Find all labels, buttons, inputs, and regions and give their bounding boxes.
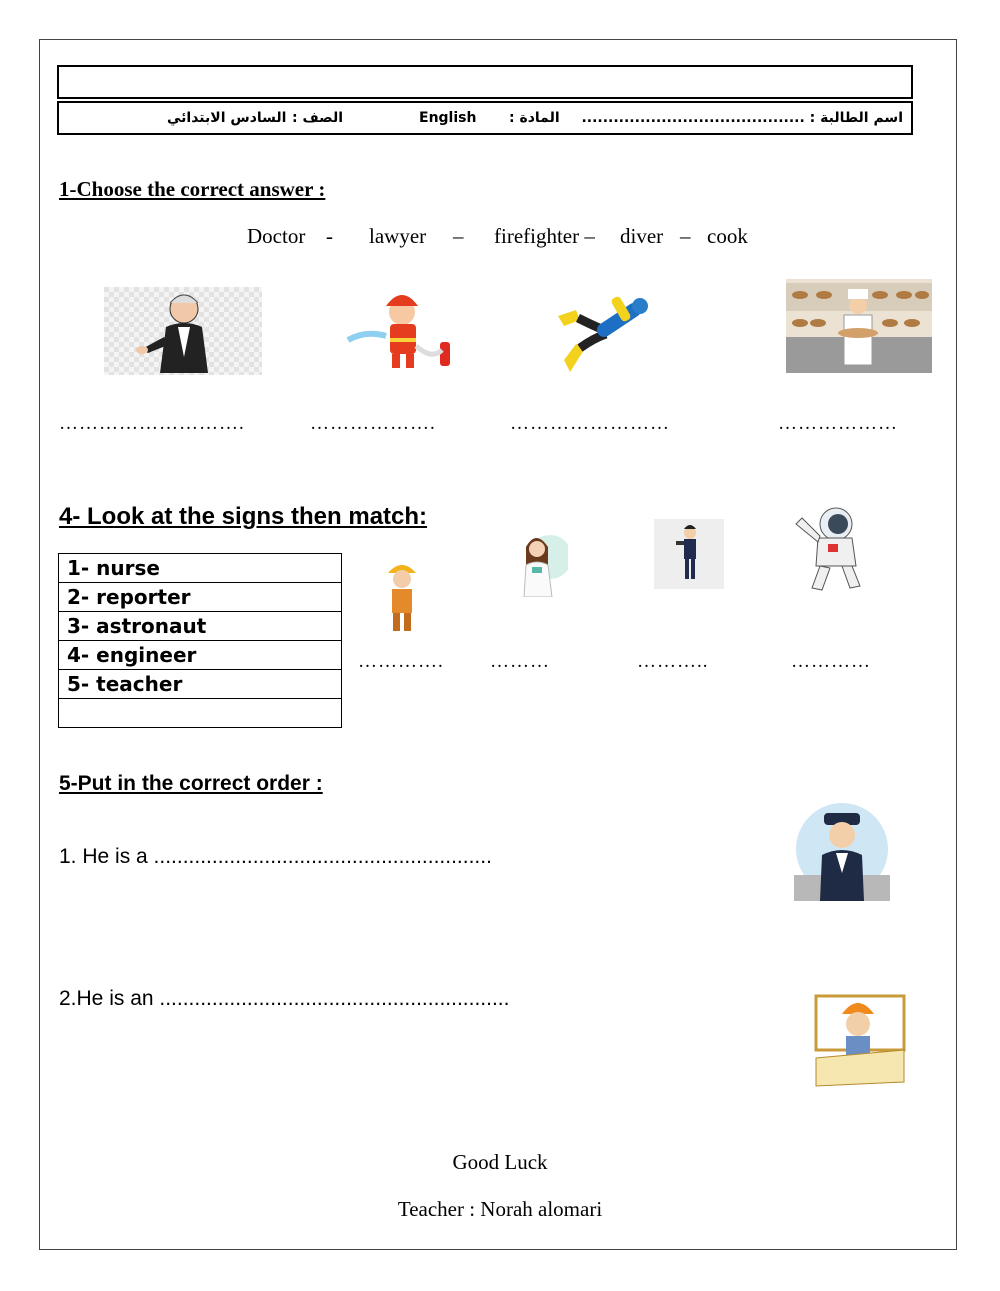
subject-label: المادة : <box>509 110 560 126</box>
word-diver: diver <box>620 224 664 248</box>
reporter-icon <box>654 519 724 589</box>
header-info-row <box>57 101 913 135</box>
class-value: السادس الابتدائي <box>167 110 287 126</box>
answer-blank: ……… <box>490 651 550 672</box>
answer-blank: ……………… <box>778 413 898 434</box>
subject-value: English <box>419 110 477 126</box>
closing-text: Good Luck <box>452 1150 548 1174</box>
word-separator: – <box>680 224 691 248</box>
match-item: 5- teacher <box>59 670 342 699</box>
match-item: 1- nurse <box>59 554 342 583</box>
answer-blank: …………. <box>358 651 444 672</box>
section5-title: 5-Put in the correct order : <box>59 772 323 795</box>
word-lawyer: lawyer <box>369 224 427 248</box>
answer-blank: …………………… <box>510 413 670 434</box>
teacher-name: Teacher : Norah alomari <box>397 1197 603 1221</box>
engineer-icon <box>812 992 908 1088</box>
class-label: الصف : <box>292 110 343 126</box>
word-separator: - <box>326 224 333 248</box>
pilot-icon <box>794 803 890 901</box>
word-doctor: Doctor <box>247 224 306 248</box>
diver-icon <box>554 280 658 380</box>
match-item: 3- astronaut <box>59 612 342 641</box>
section4-title: 4- Look at the signs then match: <box>59 503 428 530</box>
answer-blank: ………… <box>791 651 871 672</box>
lawyer-icon <box>104 287 262 375</box>
cook-icon <box>786 279 932 373</box>
header-blank-row <box>57 65 913 99</box>
sentence-2: 2.He is an ............................................................ <box>59 987 510 1010</box>
match-item: 4- engineer <box>59 641 342 670</box>
student-name-label: اسم الطالبة : .......................................... <box>581 110 903 126</box>
answer-blank: ………………………. <box>59 413 245 434</box>
word-cook: cook <box>707 224 748 248</box>
match-list <box>58 553 342 728</box>
firefighter-icon <box>346 290 454 372</box>
nurse-icon <box>514 527 568 597</box>
astronaut-icon <box>790 500 868 596</box>
section1-title: 1-Choose the correct answer : <box>59 177 326 201</box>
answer-blank: ……….. <box>637 651 709 672</box>
match-item-empty <box>59 699 342 728</box>
word-firefighter: firefighter – <box>494 224 595 248</box>
sentence-1: 1. He is a .......................................................... <box>59 845 492 868</box>
engineer-icon <box>384 559 420 633</box>
answer-blank: ………………. <box>310 413 436 434</box>
word-separator: – <box>453 224 464 248</box>
match-item: 2- reporter <box>59 583 342 612</box>
